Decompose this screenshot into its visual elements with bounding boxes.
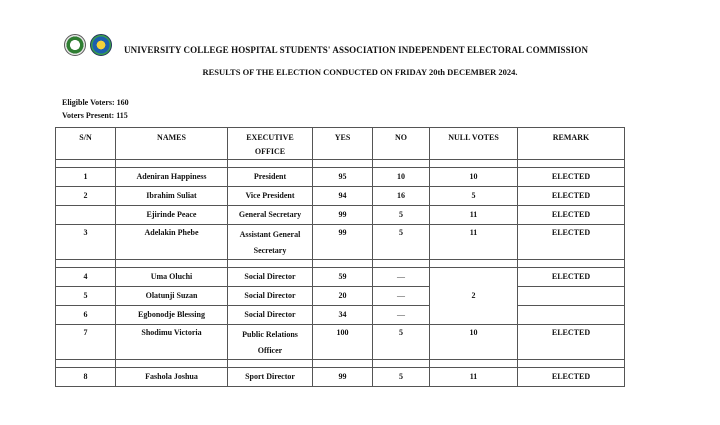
cell-sn: 6 bbox=[56, 306, 116, 325]
cell-yes: 95 bbox=[313, 168, 373, 187]
cell-remark: ELECTED bbox=[518, 325, 625, 360]
spacer-cell bbox=[56, 160, 116, 168]
table-row bbox=[56, 206, 625, 225]
voters-present: Voters Present: 115 bbox=[62, 111, 128, 120]
cell-remark bbox=[518, 306, 625, 325]
document-title: UNIVERSITY COLLEGE HOSPITAL STUDENTS' ASSOCIATION INDEPENDENT ELECTORAL COMMISSION bbox=[124, 45, 589, 55]
results-table bbox=[55, 127, 625, 387]
cell-office: Vice President bbox=[228, 187, 313, 206]
cell-office: General Secretary bbox=[228, 206, 313, 225]
cell-no: 10 bbox=[373, 168, 430, 187]
cell-sn: 5 bbox=[56, 287, 116, 306]
cell-no: 16 bbox=[373, 187, 430, 206]
cell-name: Adelakin Phebe bbox=[116, 225, 228, 260]
header-null-votes: NULL VOTES bbox=[430, 128, 518, 160]
cell-office: Social Director bbox=[228, 268, 313, 287]
cell-no: 5 bbox=[373, 368, 430, 387]
table-row bbox=[56, 225, 625, 260]
cell-office: Assistant General Secretary bbox=[228, 225, 313, 260]
cell-office: Social Director bbox=[228, 306, 313, 325]
cell-yes: 100 bbox=[313, 325, 373, 360]
table-row bbox=[56, 287, 625, 306]
cell-name: Olatunji Suzan bbox=[116, 287, 228, 306]
cell-null-merged: 2 bbox=[430, 268, 518, 325]
table-header-row bbox=[56, 128, 625, 160]
cell-no: — bbox=[373, 287, 430, 306]
cell-yes: 99 bbox=[313, 225, 373, 260]
cell-no: 5 bbox=[373, 225, 430, 260]
logo-group bbox=[64, 34, 112, 56]
header-office: EXECUTIVE OFFICE bbox=[228, 128, 313, 160]
header-yes: YES bbox=[313, 128, 373, 160]
association-logo bbox=[90, 34, 112, 56]
cell-sn: 4 bbox=[56, 268, 116, 287]
cell-sn: 1 bbox=[56, 168, 116, 187]
voter-stats bbox=[62, 96, 129, 122]
cell-name: Shodimu Victoria bbox=[116, 325, 228, 360]
header-names: NAMES bbox=[116, 128, 228, 160]
cell-yes: 94 bbox=[313, 187, 373, 206]
cell-no: 5 bbox=[373, 206, 430, 225]
cell-yes: 20 bbox=[313, 287, 373, 306]
cell-remark: ELECTED bbox=[518, 225, 625, 260]
cell-sn: 2 bbox=[56, 187, 116, 206]
cell-null: 5 bbox=[430, 187, 518, 206]
cell-remark bbox=[518, 287, 625, 306]
cell-remark: ELECTED bbox=[518, 206, 625, 225]
table-row bbox=[56, 168, 625, 187]
cell-office: Public Relations Officer bbox=[228, 325, 313, 360]
cell-name: Adeniran Happiness bbox=[116, 168, 228, 187]
document-subtitle: RESULTS OF THE ELECTION CONDUCTED ON FRIDAY 20th DECEMBER 2024. bbox=[202, 67, 518, 77]
header-sn: S/N bbox=[56, 128, 116, 160]
cell-no: — bbox=[373, 268, 430, 287]
table-row bbox=[56, 306, 625, 325]
cell-no: — bbox=[373, 306, 430, 325]
table-row bbox=[56, 368, 625, 387]
cell-name: Uma Oluchi bbox=[116, 268, 228, 287]
cell-no: 5 bbox=[373, 325, 430, 360]
header-remark: REMARK bbox=[518, 128, 625, 160]
cell-remark: ELECTED bbox=[518, 368, 625, 387]
cell-sn bbox=[56, 206, 116, 225]
cell-remark: ELECTED bbox=[518, 187, 625, 206]
cell-yes: 99 bbox=[313, 368, 373, 387]
cell-sn: 7 bbox=[56, 325, 116, 360]
cell-office: Social Director bbox=[228, 287, 313, 306]
cell-null: 10 bbox=[430, 325, 518, 360]
cell-null: 11 bbox=[430, 368, 518, 387]
cell-name: Ejirinde Peace bbox=[116, 206, 228, 225]
cell-name: Fashola Joshua bbox=[116, 368, 228, 387]
cell-remark: ELECTED bbox=[518, 168, 625, 187]
cell-sn: 3 bbox=[56, 225, 116, 260]
cell-yes: 34 bbox=[313, 306, 373, 325]
header-no: NO bbox=[373, 128, 430, 160]
hospital-logo bbox=[64, 34, 86, 56]
table-row bbox=[56, 187, 625, 206]
cell-office: President bbox=[228, 168, 313, 187]
cell-name: Egbonodje Blessing bbox=[116, 306, 228, 325]
cell-null: 10 bbox=[430, 168, 518, 187]
table-row bbox=[56, 325, 625, 360]
cell-name: Ibrahim Suliat bbox=[116, 187, 228, 206]
cell-null: 11 bbox=[430, 225, 518, 260]
cell-remark: ELECTED bbox=[518, 268, 625, 287]
cell-yes: 99 bbox=[313, 206, 373, 225]
cell-null: 11 bbox=[430, 206, 518, 225]
table-row bbox=[56, 268, 625, 287]
cell-sn: 8 bbox=[56, 368, 116, 387]
cell-yes: 59 bbox=[313, 268, 373, 287]
cell-office: Sport Director bbox=[228, 368, 313, 387]
eligible-voters: Eligible Voters: 160 bbox=[62, 98, 129, 107]
